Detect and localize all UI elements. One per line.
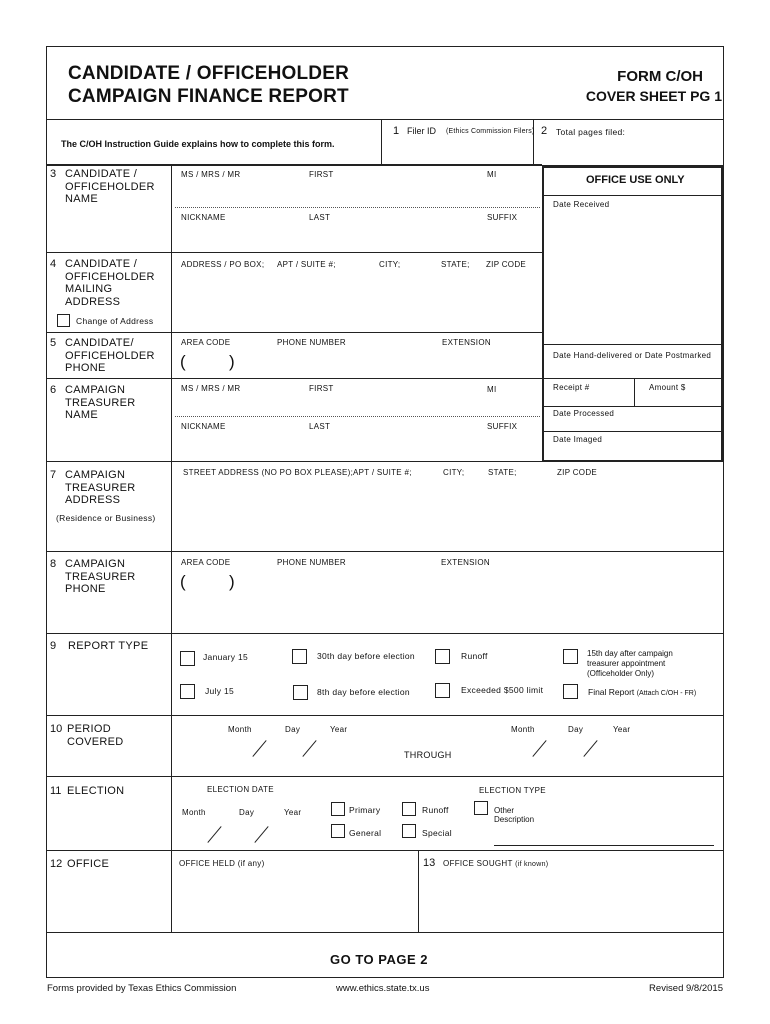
label-line: CANDIDATE/ bbox=[65, 337, 134, 349]
exceeded-500-label: Exceeded $500 limit bbox=[461, 685, 544, 695]
city-label: CITY; bbox=[379, 260, 401, 269]
period-end-day-label: Day bbox=[568, 725, 584, 734]
footer-provided-by: Forms provided by Texas Ethics Commission bbox=[47, 983, 237, 994]
state-label: STATE; bbox=[441, 260, 470, 269]
special-label: Special bbox=[422, 828, 452, 838]
divider bbox=[175, 416, 540, 417]
office-sought-text: OFFICE SOUGHT bbox=[443, 859, 513, 868]
special-checkbox[interactable] bbox=[402, 824, 416, 838]
other-description-label bbox=[494, 806, 534, 824]
filer-id-label: Filer ID bbox=[407, 126, 436, 136]
label-line: NAME bbox=[65, 193, 98, 205]
area-code-close-paren: ) bbox=[229, 352, 235, 371]
divider bbox=[46, 378, 542, 379]
election-type-label: ELECTION TYPE bbox=[479, 786, 546, 795]
form-title-line2: CAMPAIGN FINANCE REPORT bbox=[68, 86, 349, 107]
january-15-label: January 15 bbox=[203, 652, 249, 662]
runoff-report-label: Runoff bbox=[461, 651, 488, 661]
label-line: treasurer appointment bbox=[587, 659, 666, 668]
ms-label: MS / MRS / MR bbox=[181, 384, 241, 393]
label-line: Other bbox=[494, 806, 515, 815]
section-number-1: 1 bbox=[393, 125, 400, 137]
label-line: COVERED bbox=[67, 735, 124, 748]
label-line: TREASURER bbox=[65, 396, 136, 409]
label-line: CAMPAIGN bbox=[65, 384, 126, 396]
residence-note: (Residence or Business) bbox=[56, 513, 156, 523]
final-report-label bbox=[588, 687, 696, 697]
area-code-close-paren: ) bbox=[229, 572, 235, 591]
january-15-checkbox[interactable] bbox=[180, 651, 195, 666]
label-line: OFFICEHOLDER bbox=[65, 270, 155, 283]
15th-day-checkbox[interactable] bbox=[563, 649, 578, 664]
divider bbox=[46, 461, 542, 462]
through-label: THROUGH bbox=[404, 750, 452, 760]
date-received-label: Date Received bbox=[553, 200, 610, 209]
s6-label bbox=[65, 384, 136, 422]
last-name-label: LAST bbox=[309, 213, 331, 222]
primary-label: Primary bbox=[349, 805, 381, 815]
divider bbox=[46, 932, 724, 933]
july-15-checkbox[interactable] bbox=[180, 684, 195, 699]
final-report-text: Final Report bbox=[588, 687, 635, 697]
section-number-7: 7 bbox=[50, 469, 57, 481]
exceeded-500-checkbox[interactable] bbox=[435, 683, 450, 698]
other-description-line bbox=[494, 845, 714, 846]
receipt-label: Receipt # bbox=[553, 383, 590, 392]
label-column-divider bbox=[171, 165, 172, 932]
footer-url[interactable]: www.ethics.state.tx.us bbox=[336, 983, 430, 994]
amount-label: Amount $ bbox=[649, 383, 686, 392]
go-to-page-2: GO TO PAGE 2 bbox=[330, 952, 428, 967]
office-sought-label bbox=[443, 859, 548, 868]
zip-label: ZIP CODE bbox=[557, 468, 598, 477]
divider bbox=[46, 252, 542, 253]
election-day-label: Day bbox=[239, 808, 255, 817]
label-line: ADDRESS bbox=[65, 494, 121, 506]
area-code-open-paren: ( bbox=[180, 352, 186, 371]
election-date-label: ELECTION DATE bbox=[207, 785, 274, 794]
label-line: CANDIDATE / bbox=[65, 168, 138, 180]
instruction-text: The C/OH Instruction Guide explains how to complete this form. bbox=[61, 139, 335, 149]
8th-day-checkbox[interactable] bbox=[293, 685, 308, 700]
last-name-label: LAST bbox=[309, 422, 331, 431]
nickname-label: NICKNAME bbox=[181, 422, 226, 431]
area-code-label: AREA CODE bbox=[181, 558, 231, 567]
form-id: FORM C/OH bbox=[617, 68, 703, 85]
label-line: OFFICEHOLDER bbox=[65, 180, 155, 193]
extension-label: EXTENSION bbox=[442, 338, 491, 347]
divider bbox=[175, 207, 540, 208]
phone-number-label: PHONE NUMBER bbox=[277, 558, 346, 567]
label-line: Description bbox=[494, 815, 535, 824]
label-line: PHONE bbox=[65, 362, 106, 374]
ms-label: MS / MRS / MR bbox=[181, 170, 241, 179]
date-imaged-label: Date Imaged bbox=[553, 435, 603, 444]
final-report-checkbox[interactable] bbox=[563, 684, 578, 699]
section-number-12: 12 bbox=[50, 858, 63, 870]
area-code-label: AREA CODE bbox=[181, 338, 231, 347]
label-line: (Officeholder Only) bbox=[587, 669, 654, 678]
period-end-year-label: Year bbox=[613, 725, 631, 734]
office-held-label: OFFICE HELD (if any) bbox=[179, 859, 265, 868]
period-start-month-label: Month bbox=[228, 725, 252, 734]
s4-label bbox=[65, 258, 155, 308]
general-label: General bbox=[349, 828, 382, 838]
zip-label: ZIP CODE bbox=[486, 260, 527, 269]
footer-revised: Revised 9/8/2015 bbox=[649, 983, 723, 994]
label-line: PHONE bbox=[65, 583, 106, 595]
label-line: CAMPAIGN bbox=[65, 558, 126, 570]
section-number-6: 6 bbox=[50, 384, 57, 396]
8th-day-label: 8th day before election bbox=[317, 687, 410, 697]
election-month-label: Month bbox=[182, 808, 206, 817]
s3-label bbox=[65, 168, 155, 206]
runoff-election-checkbox[interactable] bbox=[402, 802, 416, 816]
s7-label bbox=[65, 469, 136, 507]
divider bbox=[418, 850, 419, 932]
office-use-title: OFFICE USE ONLY bbox=[586, 174, 685, 186]
period-start-day-label: Day bbox=[285, 725, 301, 734]
divider bbox=[46, 715, 724, 716]
street-address-label: STREET ADDRESS (NO PO BOX PLEASE); bbox=[183, 468, 354, 477]
label-line: MAILING bbox=[65, 283, 113, 295]
period-start-year-label: Year bbox=[330, 725, 348, 734]
divider bbox=[542, 406, 723, 407]
divider bbox=[46, 850, 724, 851]
divider bbox=[46, 776, 724, 777]
mi-label: MI bbox=[487, 170, 497, 179]
label-line: PERIOD bbox=[67, 723, 111, 735]
state-label: STATE; bbox=[488, 468, 517, 477]
runoff-report-checkbox[interactable] bbox=[435, 649, 450, 664]
section-number-8: 8 bbox=[50, 558, 57, 570]
july-15-label: July 15 bbox=[205, 686, 235, 696]
divider bbox=[381, 119, 382, 165]
section-number-9: 9 bbox=[50, 640, 57, 652]
15th-day-label bbox=[587, 649, 673, 679]
label-line: TREASURER bbox=[65, 481, 136, 494]
change-of-address-label: Change of Address bbox=[76, 316, 154, 326]
nickname-label: NICKNAME bbox=[181, 213, 226, 222]
section-number-11: 11 bbox=[50, 785, 62, 797]
primary-checkbox[interactable] bbox=[331, 802, 345, 816]
runoff-election-label: Runoff bbox=[422, 805, 449, 815]
cover-sheet-label: COVER SHEET PG 1 bbox=[585, 88, 722, 104]
suffix-label: SUFFIX bbox=[487, 422, 518, 431]
divider bbox=[46, 633, 724, 634]
first-name-label: FIRST bbox=[309, 384, 334, 393]
date-hand-delivered-label: Date Hand-delivered or Date Postmarked bbox=[553, 351, 712, 360]
s8-label bbox=[65, 558, 136, 596]
election-year-label: Year bbox=[284, 808, 302, 817]
change-of-address-checkbox[interactable] bbox=[57, 314, 70, 327]
mi-label: MI bbox=[487, 385, 497, 394]
divider bbox=[46, 551, 724, 552]
final-report-note: (Attach C/OH - FR) bbox=[636, 690, 697, 697]
other-checkbox[interactable] bbox=[474, 801, 488, 815]
area-code-open-paren: ( bbox=[180, 572, 186, 591]
general-checkbox[interactable] bbox=[331, 824, 345, 838]
city-label: CITY; bbox=[443, 468, 465, 477]
divider bbox=[542, 431, 723, 432]
extension-label: EXTENSION bbox=[441, 558, 490, 567]
filer-id-note: (Ethics Commission Filers) bbox=[446, 128, 535, 135]
section-number-2: 2 bbox=[541, 125, 548, 137]
label-line: 15th day after campaign bbox=[587, 649, 673, 658]
header-divider bbox=[46, 119, 724, 120]
divider bbox=[46, 332, 542, 333]
first-name-label: FIRST bbox=[309, 170, 334, 179]
label-line: TREASURER bbox=[65, 570, 136, 583]
section-number-4: 4 bbox=[50, 258, 57, 270]
suffix-label: SUFFIX bbox=[487, 213, 518, 222]
label-line: NAME bbox=[65, 409, 98, 421]
divider bbox=[542, 378, 723, 379]
label-line: CANDIDATE / bbox=[65, 258, 138, 270]
section-number-5: 5 bbox=[50, 337, 57, 349]
office-label: OFFICE bbox=[67, 858, 110, 870]
address-label: ADDRESS / PO BOX; bbox=[181, 260, 265, 269]
form-title-line1: CANDIDATE / OFFICEHOLDER bbox=[68, 63, 349, 84]
label-line: ADDRESS bbox=[65, 295, 121, 308]
office-sought-note: (if known) bbox=[515, 861, 549, 868]
total-pages-label: Total pages filed: bbox=[556, 127, 626, 137]
s5-label bbox=[65, 337, 155, 375]
section-number-3: 3 bbox=[50, 168, 57, 180]
apt-label: APT / SUITE #; bbox=[353, 468, 412, 477]
s10-label bbox=[67, 723, 124, 748]
divider bbox=[634, 378, 635, 406]
period-end-month-label: Month bbox=[511, 725, 535, 734]
phone-number-label: PHONE NUMBER bbox=[277, 338, 346, 347]
election-label: ELECTION bbox=[67, 785, 125, 797]
divider bbox=[542, 344, 723, 345]
apt-label: APT / SUITE #; bbox=[277, 260, 336, 269]
section-number-10: 10 bbox=[50, 723, 63, 735]
section-number-13: 13 bbox=[423, 857, 436, 869]
date-processed-label: Date Processed bbox=[553, 409, 615, 418]
30th-day-label: 30th day before election bbox=[317, 651, 415, 661]
report-type-label: REPORT TYPE bbox=[68, 640, 149, 652]
label-line: OFFICEHOLDER bbox=[65, 349, 155, 362]
divider bbox=[542, 195, 723, 196]
divider bbox=[533, 119, 534, 165]
30th-day-checkbox[interactable] bbox=[292, 649, 307, 664]
label-line: CAMPAIGN bbox=[65, 469, 126, 481]
